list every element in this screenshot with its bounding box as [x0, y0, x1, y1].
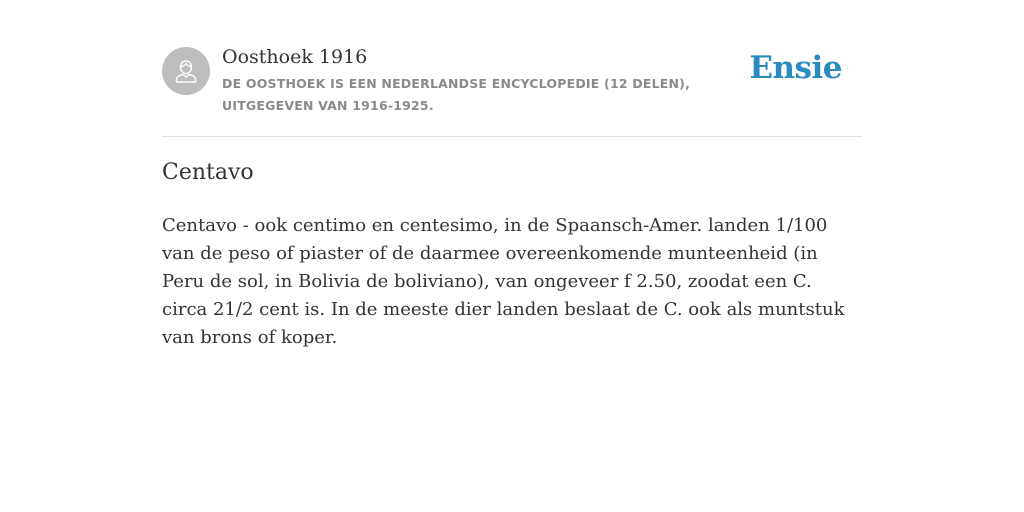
- user-icon: [172, 57, 200, 85]
- source-title[interactable]: Oosthoek 1916: [222, 46, 368, 68]
- avatar[interactable]: [162, 47, 210, 95]
- ensie-logo[interactable]: Ensie: [749, 50, 842, 86]
- source-header: [162, 44, 862, 137]
- entry-body: Centavo - ook centimo en centesimo, in de Spaansch-Amer. landen 1/100 van de peso of piaster of de daarmee overeenkomende munteenheid (in Peru de sol, in Bolivia de boliviano), van ongeveer f 2.50, zoodat een C. circa 21/2 cent is. In de meeste dier landen beslaat de C. ook als muntstuk van brons of koper.: [162, 215, 845, 348]
- source-description: DE OOSTHOEK IS EEN NEDERLANDSE ENCYCLOPEDIE (12 DELEN), UITGEGEVEN VAN 1916-1925.: [222, 76, 691, 113]
- entry-title: Centavo: [162, 160, 254, 185]
